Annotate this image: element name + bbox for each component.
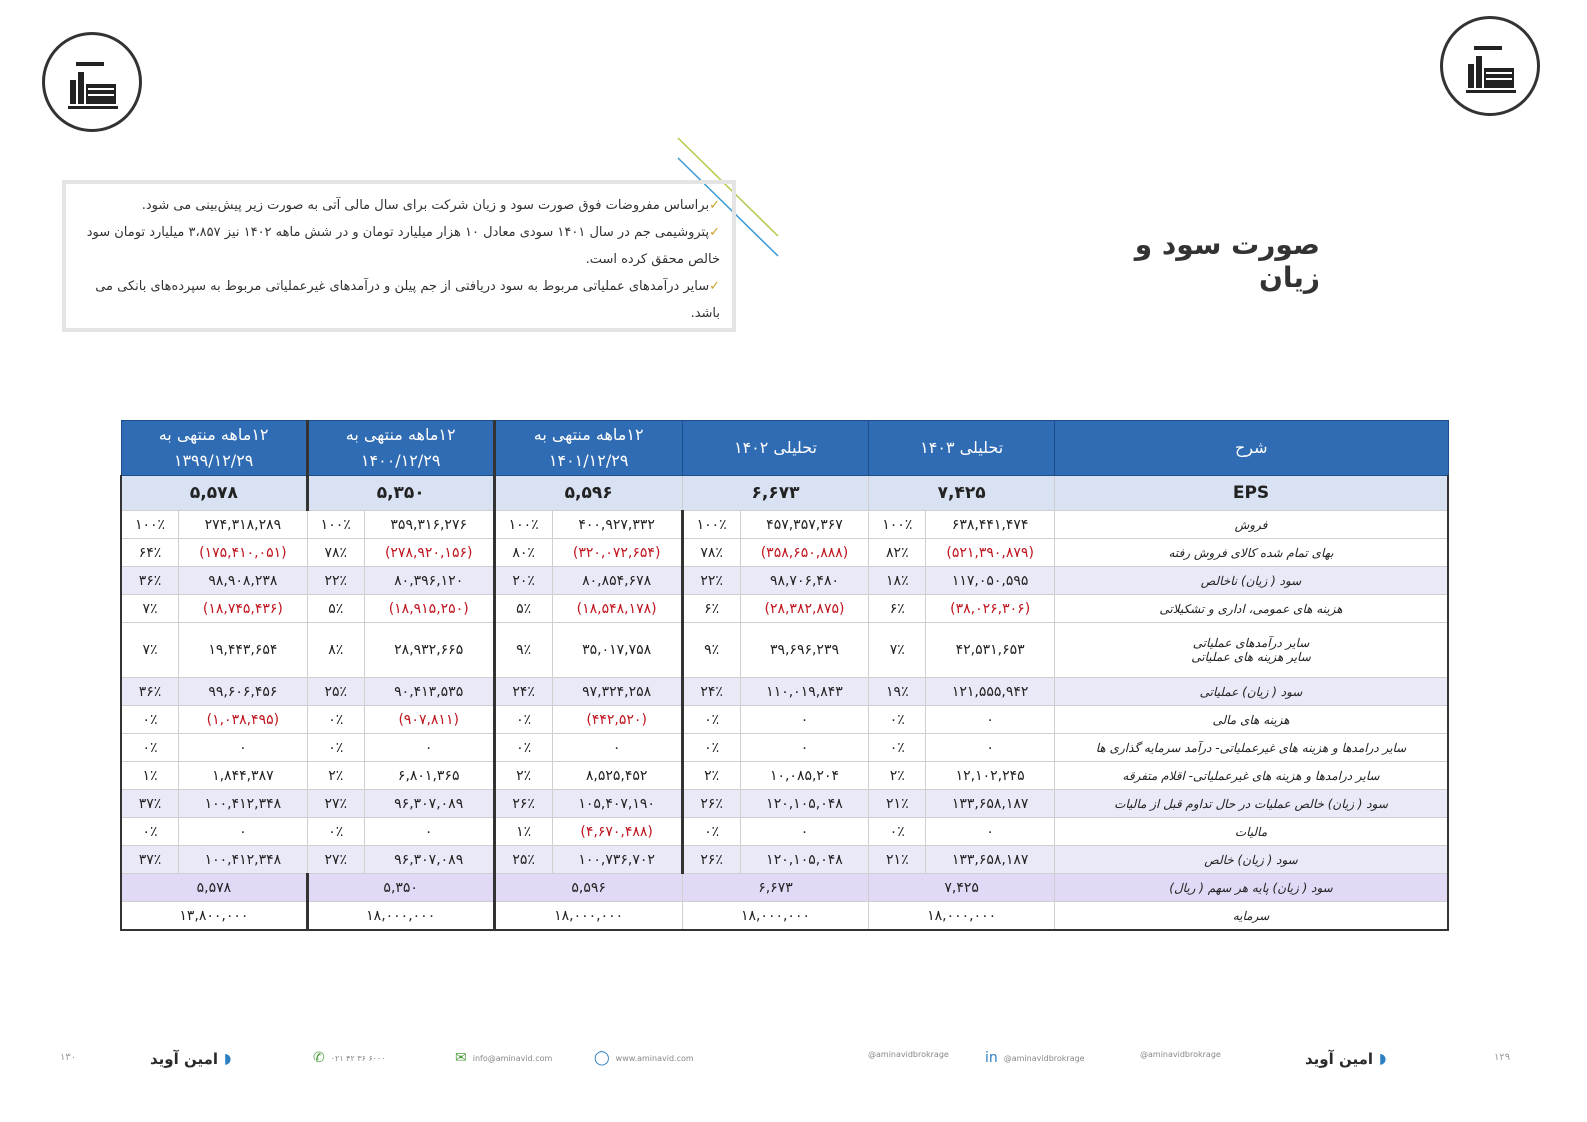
row-label: سود ( زیان) خالص عملیات در حال تداوم قبل از مالیات [1055, 790, 1449, 818]
row-percent: ۲۲٪ [307, 567, 364, 595]
table-row [121, 762, 1448, 790]
row-value: ۱۳۳,۶۵۸,۱۸۷ [926, 846, 1055, 874]
brand-mark-icon: ◗ [224, 1051, 232, 1067]
row-value: (۲۷۸,۹۲۰,۱۵۶) [364, 539, 494, 567]
page-title: صورت سود و زیان [1134, 228, 1320, 294]
row-value: ۱۰۰,۴۱۲,۳۴۸ [179, 846, 308, 874]
eps-1399: ۵,۵۷۸ [121, 476, 307, 511]
row-value: ۱۱۰,۰۱۹,۸۴۳ [740, 678, 869, 706]
row-value: ۲۸,۹۳۲,۶۶۵ [364, 623, 494, 678]
brand-logo-right: امین آوید ◗ [1305, 1050, 1387, 1068]
row-value: ۱۸,۰۰۰,۰۰۰ [494, 902, 682, 931]
row-label: سایر درامدها و هزینه های غیرعملیاتی- اقلام متفرقه [1055, 762, 1449, 790]
row-value: (۴۴۲,۵۲۰) [552, 706, 682, 734]
row-percent: ۲٪ [307, 762, 364, 790]
capital-row [121, 902, 1448, 931]
row-percent: ۲٪ [869, 762, 926, 790]
eps-1401: ۵,۵۹۶ [494, 476, 682, 511]
mouse-icon: ◯ [594, 1050, 610, 1066]
table-row [121, 678, 1448, 706]
row-value: ۹۹,۶۰۶,۴۵۶ [179, 678, 308, 706]
assumptions-notes [62, 180, 736, 332]
row-percent: ۳۷٪ [121, 846, 179, 874]
row-value: ۱۳,۸۰۰,۰۰۰ [121, 902, 307, 931]
note-item: ✓پتروشیمی جم در سال ۱۴۰۱ سودی معادل ۱۰ هزار میلیارد تومان و در شش ماهه ۱۴۰۲ نیز ۳،۸۵۷ میلیارد تومان سود خالص محقق کرده است. [86, 225, 720, 267]
brand-mark-icon: ◗ [1379, 1051, 1387, 1067]
header-1400: ۱۲ماهه منتهی به ۱۴۰۰/۱۲/۲۹ [307, 421, 494, 476]
row-percent: ۱۸٪ [869, 567, 926, 595]
row-value: (۱۸,۹۱۵,۲۵۰) [364, 595, 494, 623]
row-value: ۱۲۱,۵۵۵,۹۴۲ [926, 678, 1055, 706]
row-value: ۶,۶۷۳ [682, 874, 869, 902]
row-value: ۰ [740, 818, 869, 846]
phone-icon: ✆ [313, 1050, 325, 1066]
row-percent: ۷۸٪ [682, 539, 740, 567]
profit-loss-table [120, 420, 1449, 931]
row-percent: ۰٪ [121, 706, 179, 734]
instagram-link[interactable]: @aminavidbrokrage [868, 1050, 949, 1059]
row-percent: ۲٪ [494, 762, 552, 790]
row-percent: ۱۰۰٪ [682, 511, 740, 539]
row-label: هزینه های مالی [1055, 706, 1449, 734]
table-row [121, 734, 1448, 762]
row-percent: ۲۴٪ [494, 678, 552, 706]
row-percent: ۱۰۰٪ [869, 511, 926, 539]
row-percent: ۲۶٪ [682, 846, 740, 874]
row-value: ۹۶,۳۰۷,۰۸۹ [364, 790, 494, 818]
row-percent: ۰٪ [682, 734, 740, 762]
row-value: ۱۳۳,۶۵۸,۱۸۷ [926, 790, 1055, 818]
row-label: سود ( زیان) خالص [1055, 846, 1449, 874]
row-value: ۰ [179, 818, 308, 846]
row-percent: ۹٪ [682, 623, 740, 678]
row-value: ۱۰۰,۷۳۶,۷۰۲ [552, 846, 682, 874]
row-value: ۱۹,۴۴۳,۶۵۴ [179, 623, 308, 678]
eps-label: EPS [1055, 476, 1449, 511]
header-1401: ۱۲ماهه منتهی به ۱۴۰۱/۱۲/۲۹ [494, 421, 682, 476]
check-icon: ✓ [709, 198, 720, 213]
row-percent: ۱۰۰٪ [121, 511, 179, 539]
row-value: ۱۰,۰۸۵,۲۰۴ [740, 762, 869, 790]
note-item: ✓سایر درآمدهای عملیاتی مربوط به سود دریافتی از جم پیلن و درآمدهای غیرعملیاتی مربوط به سپرده‌های بانکی می باشد. [95, 279, 720, 321]
row-percent: ۸٪ [307, 623, 364, 678]
row-percent: ۲۶٪ [494, 790, 552, 818]
eps-1403: ۷,۴۲۵ [869, 476, 1055, 511]
row-percent: ۳۶٪ [121, 678, 179, 706]
row-percent: ۲۰٪ [494, 567, 552, 595]
row-value: ۱۸,۰۰۰,۰۰۰ [307, 902, 494, 931]
row-value: ۱۰۵,۴۰۷,۱۹۰ [552, 790, 682, 818]
row-percent: ۱٪ [121, 762, 179, 790]
phone-link[interactable]: ✆ ۰۲۱ ۴۲ ۳۶ ۶۰۰۰ [313, 1050, 386, 1066]
row-label: سود ( زیان) ناخالص [1055, 567, 1449, 595]
row-percent: ۶٪ [869, 595, 926, 623]
row-value: (۳۸,۰۲۶,۳۰۶) [926, 595, 1055, 623]
row-percent: ۷٪ [121, 623, 179, 678]
row-label: سایر درامدها و هزینه های غیرعملیاتی- درآمد سرمایه گذاری ها [1055, 734, 1449, 762]
row-percent: ۶۴٪ [121, 539, 179, 567]
row-value: ۳۹,۶۹۶,۲۳۹ [740, 623, 869, 678]
row-value: ۴۰۰,۹۲۷,۳۳۲ [552, 511, 682, 539]
row-value: ۳۵,۰۱۷,۷۵۸ [552, 623, 682, 678]
header-1402: تحلیلی ۱۴۰۲ [682, 421, 869, 476]
web-link[interactable]: ◯ www.aminavid.com [594, 1050, 694, 1066]
row-value: ۶۳۸,۴۴۱,۴۷۴ [926, 511, 1055, 539]
row-label: سود ( زیان) پایه هر سهم ( ریال) [1055, 874, 1449, 902]
row-label: سایر درآمدهای عملیاتی سایر هزینه های عملیاتی [1055, 623, 1449, 678]
row-percent: ۷٪ [121, 595, 179, 623]
row-percent: ۰٪ [682, 818, 740, 846]
row-percent: ۰٪ [869, 818, 926, 846]
row-percent: ۲۵٪ [494, 846, 552, 874]
row-percent: ۰٪ [121, 734, 179, 762]
row-value: (۱۷۵,۴۱۰,۰۵۱) [179, 539, 308, 567]
row-value: ۱,۸۴۴,۳۸۷ [179, 762, 308, 790]
row-value: ۸,۵۲۵,۴۵۲ [552, 762, 682, 790]
row-percent: ۲۷٪ [307, 790, 364, 818]
table-row [121, 539, 1448, 567]
row-value: ۰ [926, 706, 1055, 734]
row-percent: ۱۰۰٪ [307, 511, 364, 539]
row-value: ۰ [740, 734, 869, 762]
row-value: (۱,۰۳۸,۴۹۵) [179, 706, 308, 734]
row-value: ۳۵۹,۳۱۶,۲۷۶ [364, 511, 494, 539]
table-row [121, 818, 1448, 846]
row-value: ۹۷,۳۲۴,۲۵۸ [552, 678, 682, 706]
row-percent: ۷۸٪ [307, 539, 364, 567]
mail-icon: ✉ [455, 1050, 467, 1066]
header-desc: شرح [1055, 421, 1449, 476]
eps-1402: ۶,۶۷۳ [682, 476, 869, 511]
row-value: (۵۲۱,۳۹۰,۸۷۹) [926, 539, 1055, 567]
telegram-link[interactable]: @aminavidbrokrage [1140, 1050, 1221, 1059]
row-percent: ۹٪ [494, 623, 552, 678]
row-label: بهای تمام شده کالای فروش رفته [1055, 539, 1449, 567]
row-value: ۱۲۰,۱۰۵,۰۴۸ [740, 790, 869, 818]
row-percent: ۶٪ [682, 595, 740, 623]
row-percent: ۲۱٪ [869, 790, 926, 818]
row-percent: ۰٪ [494, 734, 552, 762]
factory-icon [1458, 34, 1522, 98]
eps-band-row [121, 476, 1448, 511]
eps-per-share-row [121, 874, 1448, 902]
table-row [121, 567, 1448, 595]
table-row [121, 790, 1448, 818]
row-percent: ۵٪ [494, 595, 552, 623]
row-value: ۸۰,۳۹۶,۱۲۰ [364, 567, 494, 595]
row-value: ۱۰۰,۴۱۲,۳۴۸ [179, 790, 308, 818]
row-percent: ۳۷٪ [121, 790, 179, 818]
row-value: ۹۸,۹۰۸,۲۳۸ [179, 567, 308, 595]
row-percent: ۸۰٪ [494, 539, 552, 567]
company-logo-right [1440, 16, 1540, 116]
table-row [121, 511, 1448, 539]
row-label: فروش [1055, 511, 1449, 539]
row-value: ۰ [179, 734, 308, 762]
row-value: (۳۵۸,۶۵۰,۸۸۸) [740, 539, 869, 567]
email-link[interactable]: ✉ info@aminavid.com [455, 1050, 553, 1066]
row-percent: ۱٪ [494, 818, 552, 846]
row-value: ۱۸,۰۰۰,۰۰۰ [682, 902, 869, 931]
row-percent: ۱۹٪ [869, 678, 926, 706]
footer [0, 1040, 1587, 1080]
row-percent: ۲۶٪ [682, 790, 740, 818]
row-value: ۵,۳۵۰ [307, 874, 494, 902]
row-percent: ۰٪ [494, 706, 552, 734]
row-label: سود ( زیان) عملیاتی [1055, 678, 1449, 706]
row-value: ۰ [926, 734, 1055, 762]
row-value: ۹۶,۳۰۷,۰۸۹ [364, 846, 494, 874]
linkedin-link[interactable]: in @aminavidbrokrage [985, 1050, 1085, 1066]
row-percent: ۰٪ [869, 706, 926, 734]
row-label: مالیات [1055, 818, 1449, 846]
table-header-row [121, 421, 1448, 476]
row-percent: ۱۰۰٪ [494, 511, 552, 539]
header-1403: تحلیلی ۱۴۰۳ [869, 421, 1055, 476]
table-row [121, 595, 1448, 623]
row-value: ۹۰,۴۱۳,۵۳۵ [364, 678, 494, 706]
row-percent: ۲۴٪ [682, 678, 740, 706]
check-icon: ✓ [709, 279, 720, 294]
row-percent: ۲۷٪ [307, 846, 364, 874]
row-percent: ۰٪ [121, 818, 179, 846]
note-item: ✓براساس مفروضات فوق صورت سود و زیان شرکت برای سال مالی آتی به صورت زیر پیش‌بینی می شود. [141, 198, 720, 213]
row-value: ۰ [552, 734, 682, 762]
row-percent: ۰٪ [307, 818, 364, 846]
row-value: ۴۵۷,۳۵۷,۳۶۷ [740, 511, 869, 539]
page-number-left: ۱۳۰ [60, 1052, 77, 1063]
row-value: ۸۰,۸۵۴,۶۷۸ [552, 567, 682, 595]
row-value: (۲۸,۳۸۲,۸۷۵) [740, 595, 869, 623]
row-value: ۱۲,۱۰۲,۲۴۵ [926, 762, 1055, 790]
row-value: ۱۸,۰۰۰,۰۰۰ [869, 902, 1055, 931]
header-1399: ۱۲ماهه منتهی به ۱۳۹۹/۱۲/۲۹ [121, 421, 307, 476]
row-label: سرمایه [1055, 902, 1449, 931]
row-percent: ۰٪ [307, 706, 364, 734]
row-percent: ۲۲٪ [682, 567, 740, 595]
row-percent: ۵٪ [307, 595, 364, 623]
row-percent: ۰٪ [869, 734, 926, 762]
linkedin-icon: in [985, 1050, 998, 1066]
row-value: ۵,۵۷۸ [121, 874, 307, 902]
page-number-right: ۱۲۹ [1494, 1052, 1511, 1063]
row-value: ۰ [740, 706, 869, 734]
factory-icon [60, 50, 124, 114]
brand-logo-left: امین آوید ◗ [150, 1050, 232, 1068]
row-percent: ۲٪ [682, 762, 740, 790]
company-logo-left [42, 32, 142, 132]
row-value: ۰ [364, 734, 494, 762]
row-percent: ۳۶٪ [121, 567, 179, 595]
table-row [121, 706, 1448, 734]
row-percent: ۰٪ [307, 734, 364, 762]
row-value: (۴,۶۷۰,۴۸۸) [552, 818, 682, 846]
table-row [121, 623, 1448, 678]
row-value: (۹۰۷,۸۱۱) [364, 706, 494, 734]
row-percent: ۰٪ [682, 706, 740, 734]
row-value: ۱۲۰,۱۰۵,۰۴۸ [740, 846, 869, 874]
row-value: ۶,۸۰۱,۳۶۵ [364, 762, 494, 790]
eps-1400: ۵,۳۵۰ [307, 476, 494, 511]
row-percent: ۲۵٪ [307, 678, 364, 706]
row-value: ۹۸,۷۰۶,۴۸۰ [740, 567, 869, 595]
row-value: (۱۸,۵۴۸,۱۷۸) [552, 595, 682, 623]
row-value: (۱۸,۷۴۵,۴۳۶) [179, 595, 308, 623]
row-value: ۱۱۷,۰۵۰,۵۹۵ [926, 567, 1055, 595]
row-value: (۳۲۰,۰۷۲,۶۵۴) [552, 539, 682, 567]
row-percent: ۲۱٪ [869, 846, 926, 874]
row-value: ۷,۴۲۵ [869, 874, 1055, 902]
check-icon: ✓ [709, 225, 720, 240]
row-label: هزینه های عمومی، اداری و تشکیلاتی [1055, 595, 1449, 623]
row-value: ۴۲,۵۳۱,۶۵۳ [926, 623, 1055, 678]
row-percent: ۸۲٪ [869, 539, 926, 567]
row-value: ۰ [926, 818, 1055, 846]
row-percent: ۷٪ [869, 623, 926, 678]
table-row [121, 846, 1448, 874]
row-value: ۲۷۴,۳۱۸,۲۸۹ [179, 511, 308, 539]
row-value: ۰ [364, 818, 494, 846]
row-value: ۵,۵۹۶ [494, 874, 682, 902]
